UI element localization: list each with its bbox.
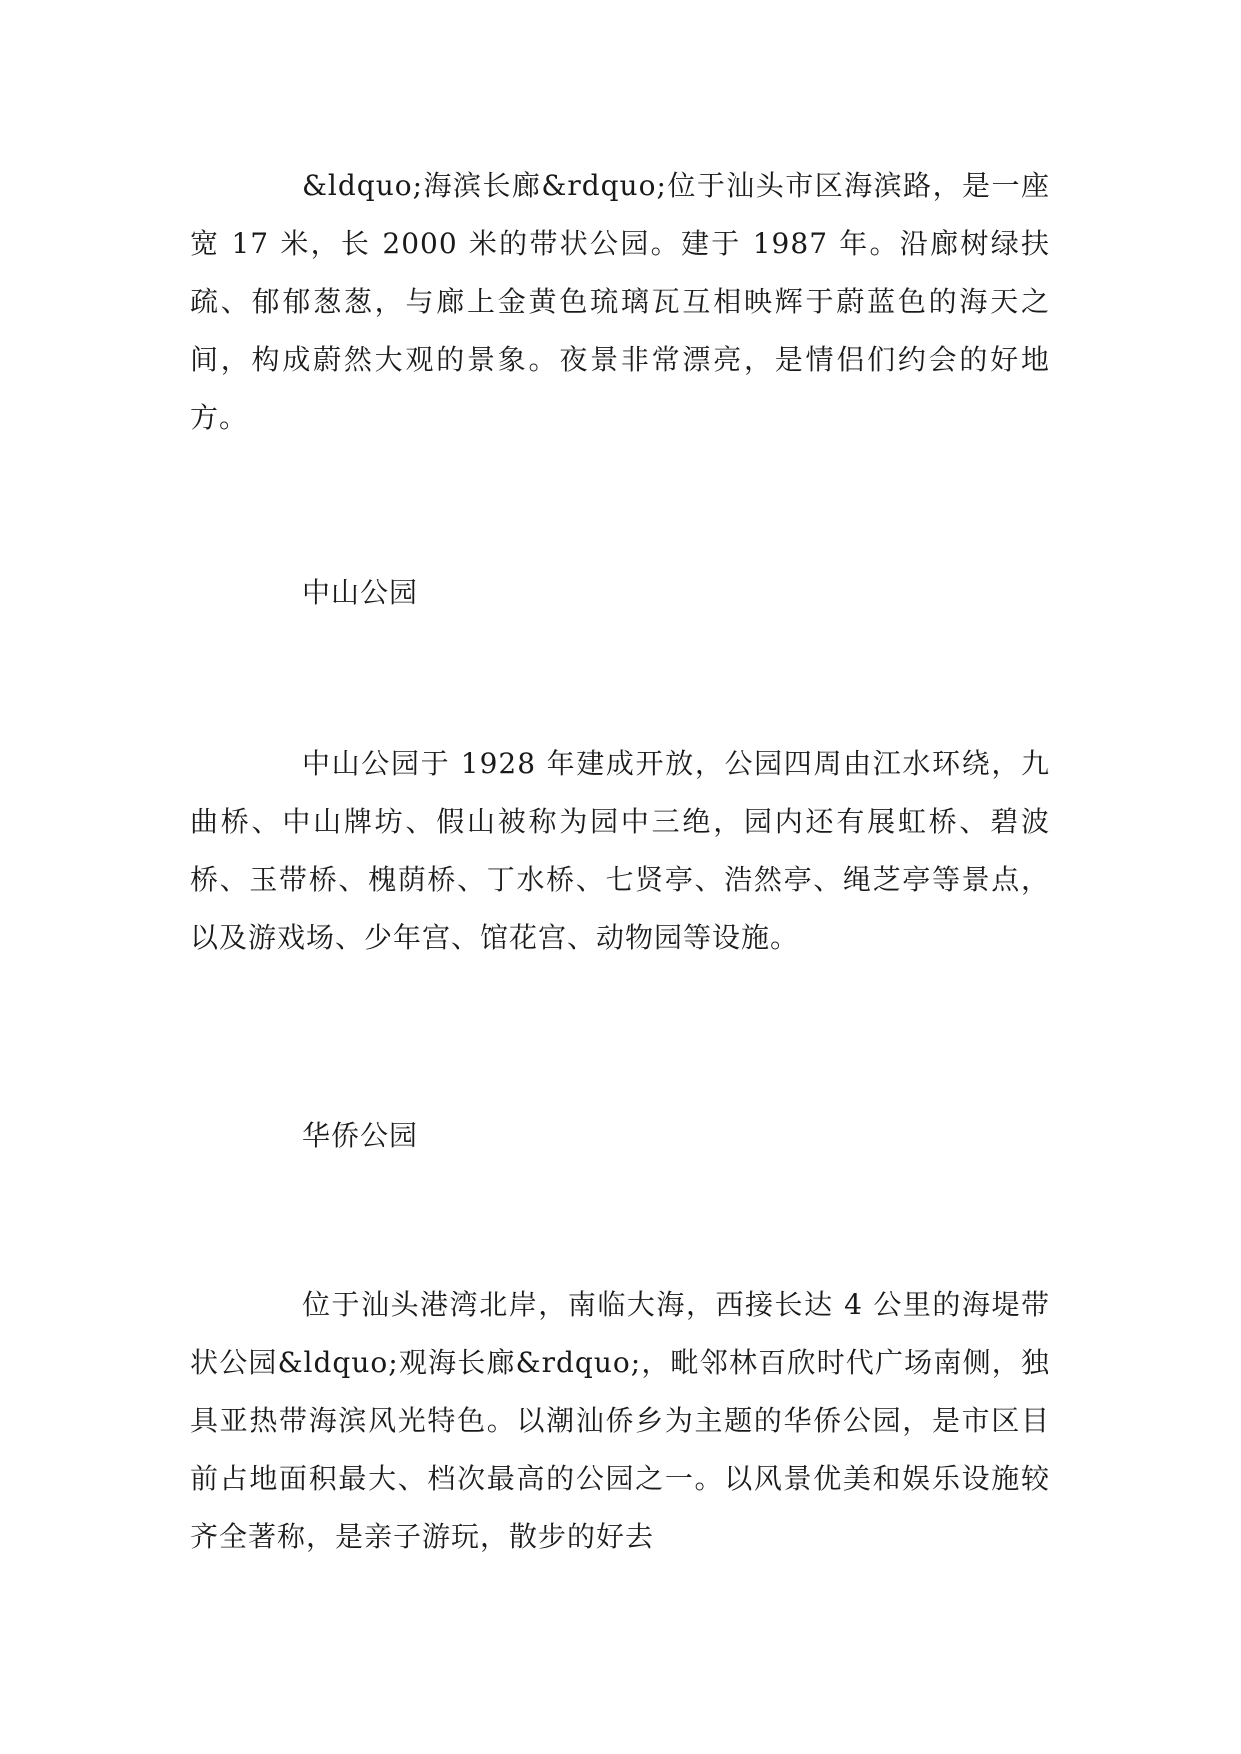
paragraph-haibin-changlang: &ldquo;海滨长廊&rdquo;位于汕头市区海滨路，是一座宽 17 米，长 2000 米的带状公园。建于 1987 年。沿廊树绿扶疏、郁郁葱葱，与廊上金黄色琉璃瓦互相映辉于蔚蓝色的海天之间，构成蔚然大观的景象。夜景非常漂亮，是情侣们约会的好地方。	[190, 169, 1050, 434]
heading-zhongshan-park: 中山公园	[302, 576, 419, 609]
heading-huaqiao-park: 华侨公园	[302, 1119, 419, 1152]
paragraph-huaqiao-park: 位于汕头港湾北岸，南临大海，西接长达 4 公里的海堤带状公园&ldquo;观海长廊&rdquo;，毗邻林百欣时代广场南侧，独具亚热带海滨风光特色。以潮汕侨乡为主题的华侨公园，是市区目前占地面积最大、档次最高的公园之一。以风景优美和娱乐设施较齐全著称，是亲子游玩，散步的好去	[190, 1288, 1050, 1553]
paragraph-zhongshan-park: 中山公园于 1928 年建成开放，公园四周由江水环绕，九曲桥、中山牌坊、假山被称为园中三绝，园内还有展虹桥、碧波桥、玉带桥、槐荫桥、丁水桥、七贤亭、浩然亭、绳芝亭等景点，以及游戏场、少年宫、馆花宫、动物园等设施。	[190, 747, 1050, 954]
